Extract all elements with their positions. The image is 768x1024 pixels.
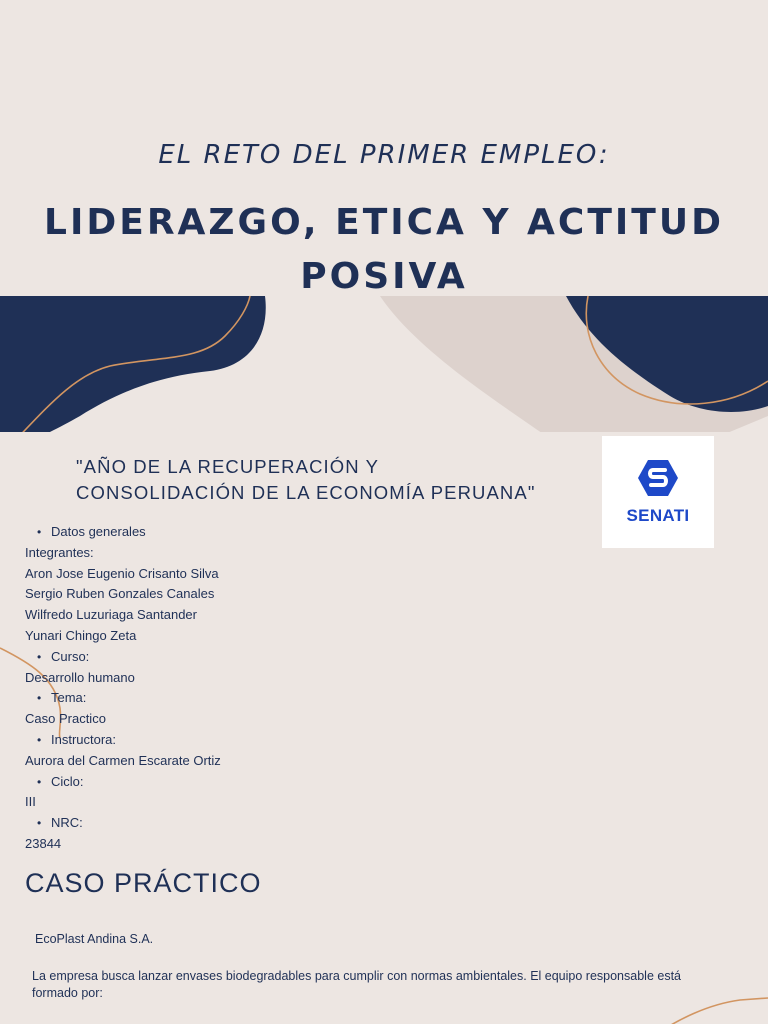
member-name: Wilfredo Luzuriaga Santander bbox=[25, 607, 197, 623]
integrantes-label: Integrantes: bbox=[25, 544, 94, 560]
member-name: Sergio Ruben Gonzales Canales bbox=[25, 586, 215, 602]
senati-logo bbox=[602, 436, 714, 548]
curso-bullet: • Curso: bbox=[25, 647, 445, 668]
cover-subtitle: EL RETO DEL PRIMER EMPLEO: bbox=[158, 140, 610, 170]
instructora-bullet: • Instructora: bbox=[25, 730, 445, 751]
year-quote-line-2: CONSOLIDACIÓN DE LA ECONOMÍA PERUANA" bbox=[76, 482, 536, 503]
tema-bullet: • Tema: bbox=[25, 688, 445, 709]
senati-logo-text: SENATI bbox=[626, 506, 690, 525]
nrc-bullet: • NRC: bbox=[25, 813, 445, 834]
cover-title-line-2: POSIVA bbox=[300, 256, 468, 297]
nrc-value: 23844 bbox=[25, 835, 62, 851]
curso-value: Desarrollo humano bbox=[25, 669, 135, 685]
case-paragraph: La empresa busca lanzar envases biodegradables para cumplir con normas ambientales. El equipo responsable está formado por: bbox=[32, 969, 681, 1000]
tema-value: Caso Practico bbox=[25, 711, 106, 727]
datos-generales-bullet: • Datos generales bbox=[25, 522, 445, 543]
senati-logo-icon bbox=[638, 458, 678, 498]
member-name: Aron Jose Eugenio Crisanto Silva bbox=[25, 565, 219, 581]
instructora-value: Aurora del Carmen Escarate Ortiz bbox=[25, 752, 221, 768]
cover-title-line-1: LIDERAZGO, ETICA Y ACTITUD bbox=[44, 202, 724, 243]
year-quote-line-1: "AÑO DE LA RECUPERACIÓN Y bbox=[76, 456, 380, 477]
cover-title bbox=[20, 196, 748, 304]
member-name: Yunari Chingo Zeta bbox=[25, 627, 137, 643]
ciclo-bullet: • Ciclo: bbox=[25, 772, 445, 793]
company-name: EcoPlast Andina S.A. bbox=[35, 932, 154, 946]
case-title: CASO PRÁCTICO bbox=[25, 868, 262, 898]
ciclo-value: III bbox=[25, 794, 36, 810]
year-quote bbox=[76, 454, 616, 506]
general-info bbox=[25, 522, 445, 855]
